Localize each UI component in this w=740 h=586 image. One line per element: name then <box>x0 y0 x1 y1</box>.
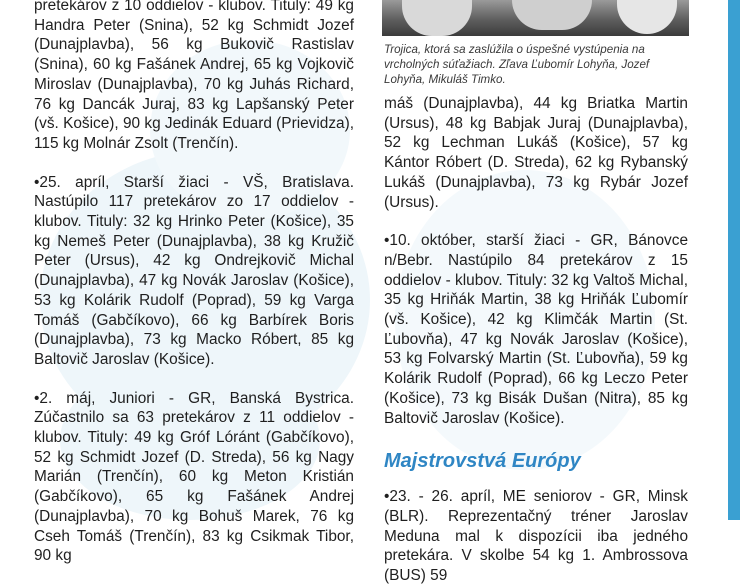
left-text-column <box>34 0 354 566</box>
photo-person <box>617 0 677 34</box>
page-edge-bar <box>728 0 740 520</box>
results-paragraph: •23. - 26. apríl, ME seniorov - GR, Minsk (BLR). Reprezentačný tréner Jaroslav Meduna mal k dispozícii iba jedného pretekára. V skolbe 54 kg 1. Ambrossova (BUS) 59 <box>384 488 688 585</box>
photo-person <box>402 0 472 36</box>
results-paragraph: pretekárov z 10 oddielov - klubov. Tituly: 49 kg Handra Peter (Snina), 52 kg Schmidt Jozef (Dunajplavba), 56 kg Bukovič Rastislav (Snina), 60 kg Fašánek Andrej, 65 kg Vojkovič Miroslav (Dunajplavba), 70 kg Juhás Richard, 76 kg Dancák Juraj, 83 kg Lapšanský Peter (vš. Košice), 90 kg Jedinák Eduard (Prievidza), 115 kg Molnár Zsolt (Trenčín). <box>34 0 354 152</box>
team-photo <box>382 0 689 36</box>
photo-caption: Trojica, ktorá sa zaslúžila o úspešné vystúpenia na vrcholných súťažiach. Zľava Ľubomír Lohyňa, Jozef Lohyňa, Mikuláš Timko. <box>384 43 650 86</box>
photo-person <box>512 0 592 30</box>
results-paragraph: •25. apríl, Starší žiaci - VŠ, Bratislava. Nastúpilo 117 pretekárov zo 17 oddielov - klubov. Tituly: 32 kg Hrinko Peter (Košice), 35 kg Nemeš Peter (Dunajplavba), 38 kg Kružič Peter (Ursus), 42 kg Ondrejkovič Michal (Dunajplavba), 47 kg Novák Jaroslav (Košice), 53 kg Kolárik Rudolf (Poprad), 59 kg Varga Tomáš (Gabčíkovo), 66 kg Barbírek Boris (Dunajplavba), 73 kg Macko Róbert, 85 kg Baltovič Jaroslav (Košice). <box>34 173 354 368</box>
results-paragraph: máš (Dunajplavba), 44 kg Briatka Martin (Ursus), 48 kg Babjak Juraj (Dunajplavba), 52 kg Lechman Lukáš (Košice), 57 kg Kántor Róbert (D. Streda), 62 kg Rybanský Lukáš (Dunajplavba), 73 kg Rybár Jozef (Ursus). <box>384 95 688 211</box>
right-text-column <box>384 94 688 586</box>
section-heading: Majstrovstvá Európy <box>384 450 581 473</box>
results-paragraph: •10. október, starší žiaci - GR, Bánovce n/Bebr. Nastúpilo 84 pretekárov z 15 oddielov - klubov. Tituly: 32 kg Valtoš Michal, 35 kg Hriňák Martin, 38 kg Hriňák Ľubomír (vš. Košice), 42 kg Klimčák Martin (St. Ľubovňa), 47 kg Novák Jaroslav (Košice), 53 kg Folvarský Martin (St. Ľubovňa), 59 kg Kolárik Rudolf (Poprad), 66 kg Leczo Peter (Košice), 73 kg Bisák Dušan (Nitra), 85 kg Baltovič Jaroslav (Košice). <box>384 232 688 427</box>
results-paragraph: •2. máj, Juniori - GR, Banská Bystrica. Zúčastnilo sa 63 pretekárov z 11 oddielov - klubov. Tituly: 49 kg Gróf Lóránt (Gabčíkovo), 52 kg Schmidt Jozef (D. Streda), 56 kg Nagy Marián (Trenčín), 60 kg Meton Kristián (Gabčíkovo), 65 kg Fašánek Andrej (Dunajplavba), 70 kg Bohuš Marek, 76 kg Cseh Tomáš (Trenčín), 83 kg Csikmak Tibor, 90 kg <box>34 389 354 565</box>
